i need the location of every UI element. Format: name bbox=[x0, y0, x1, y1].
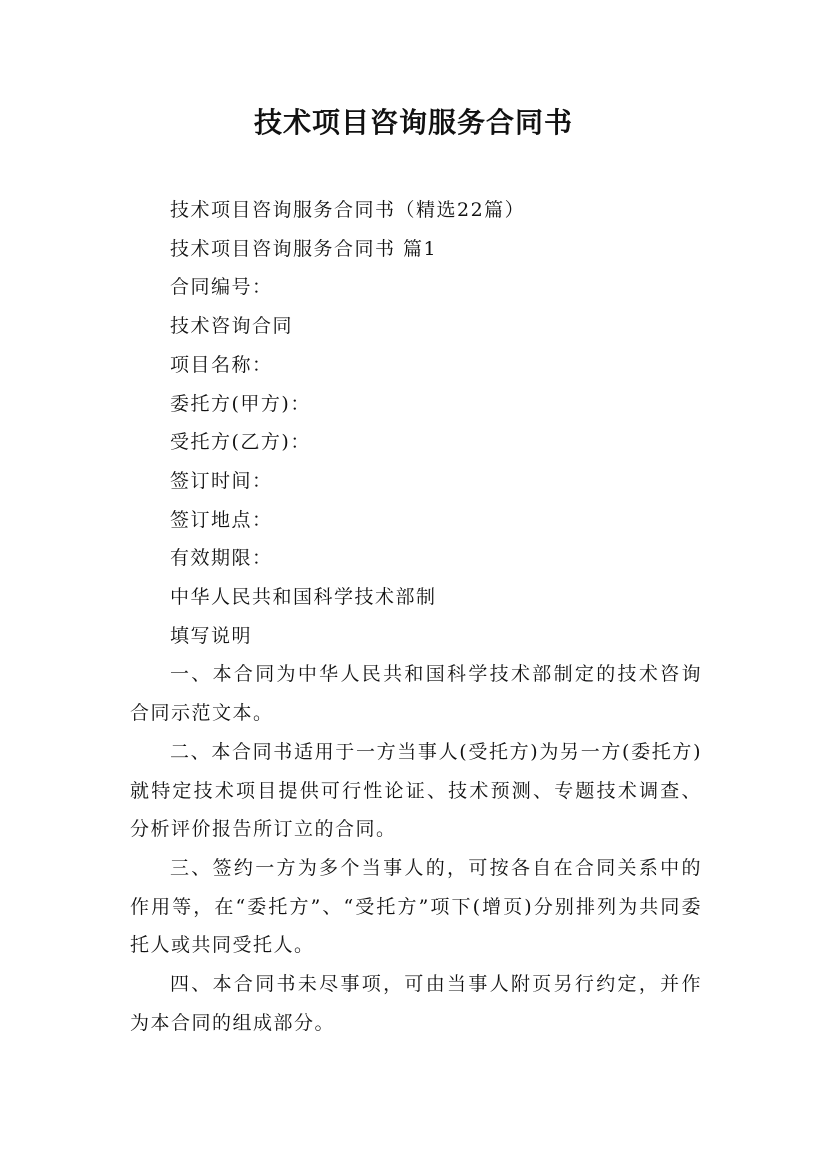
contractor-party-label: 受托方(乙方)： bbox=[170, 431, 311, 454]
contract-number-label: 合同编号： bbox=[170, 276, 273, 299]
instructions-heading: 填写说明 bbox=[170, 624, 253, 647]
section-heading: 技术项目咨询服务合同书 篇1 bbox=[170, 237, 438, 260]
instruction-paragraph-1: 一、本合同为中华人民共和国科学技术部制定的技术咨询合同示范文本。 bbox=[130, 663, 702, 725]
instruction-paragraph-2: 二、本合同书适用于一方当事人(受托方)为另一方(委托方)就特定技术项目提供可行性论证、技术预测、专题技术调查、分析评价报告所订立的合同。 bbox=[130, 740, 702, 841]
project-name-label: 项目名称： bbox=[170, 353, 273, 376]
document-title: 技术项目咨询服务合同书 bbox=[253, 106, 573, 139]
signing-place-label: 签订地点： bbox=[170, 508, 273, 531]
signing-time-label: 签订时间： bbox=[170, 469, 273, 492]
instruction-paragraph-4: 四、本合同书未尽事项，可由当事人附页另行约定，并作为本合同的组成部分。 bbox=[130, 973, 702, 1034]
contract-type-label: 技术咨询合同 bbox=[170, 315, 294, 338]
subtitle-line: 技术项目咨询服务合同书（精选22篇） bbox=[170, 199, 526, 221]
client-party-label: 委托方(甲方)： bbox=[170, 392, 311, 415]
issuer-line: 中华人民共和国科学技术部制 bbox=[170, 586, 437, 609]
document-body bbox=[130, 191, 702, 1042]
instruction-paragraph-3: 三、签约一方为多个当事人的，可按各自在合同关系中的作用等，在“委托方”、“受托方”项下(增页)分别排列为共同委托人或共同受托人。 bbox=[130, 856, 702, 957]
validity-period-label: 有效期限： bbox=[170, 547, 273, 570]
